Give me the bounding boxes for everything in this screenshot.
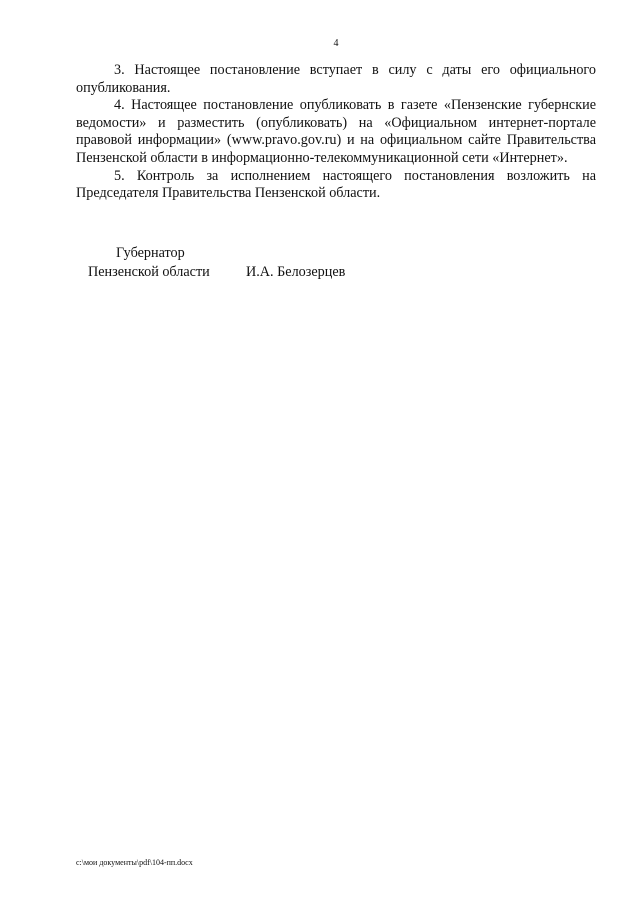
signatory-position-line1: Губернатор xyxy=(116,245,185,261)
paragraph-4: 4. Настоящее постановление опубликовать в газете «Пензенские губернские ведомости» и разместить (опубликовать) на «Официальном интернет-портале правовой информации» (www.pravo.gov.ru) и на официальном сайте Правительства Пензенской области в информационно-телекоммуникационной сети «Интернет». xyxy=(76,97,596,166)
document-body xyxy=(76,62,596,203)
paragraph-5: 5. Контроль за исполнением настоящего постановления возложить на Председателя Правительства Пензенской области. xyxy=(76,167,596,202)
page-number: 4 xyxy=(333,38,339,49)
signatory-position-line2: Пензенской области xyxy=(88,264,210,280)
paragraph-3: 3. Настоящее постановление вступает в силу с даты его официального опубликования. xyxy=(76,62,596,96)
signatory-name: И.А. Белозерцев xyxy=(246,264,346,280)
footer-file-path: c:\мои документы\pdf\104-пп.docx xyxy=(76,858,193,867)
